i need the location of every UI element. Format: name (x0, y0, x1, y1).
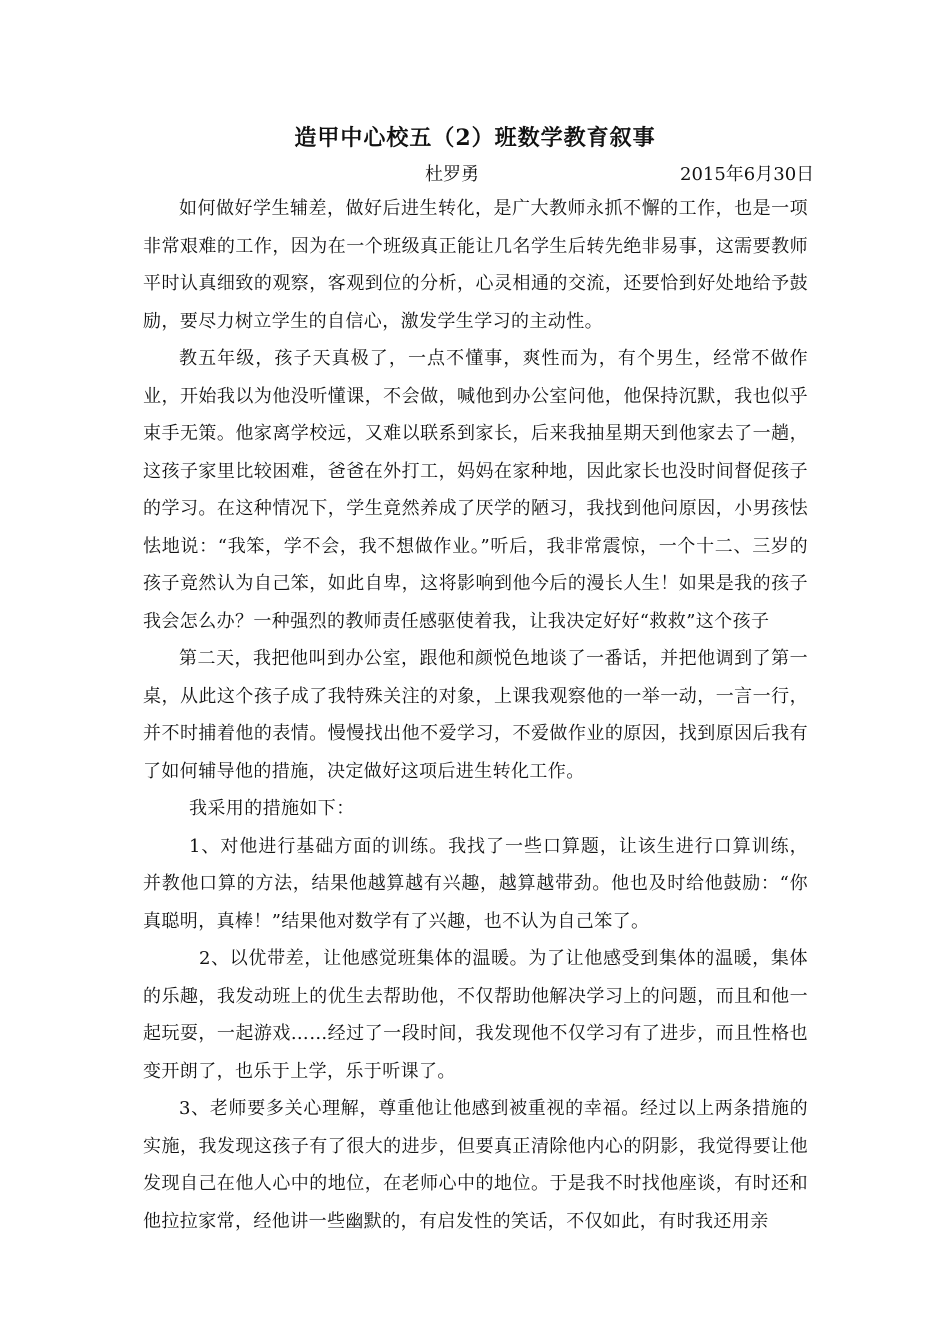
paragraph-measure-2: 2、以优带差，让他感觉班集体的温暖。为了让他感受到集体的温暖，集体的乐趣，我发动班上的优生去帮助他，不仅帮助他解决学习上的问题，而且和他一起玩耍，一起游戏……经过了一段时间，我发现他不仅学习有了进步，而且性格也变开朗了，也乐于上学，乐于听课了。 (143, 948, 808, 1082)
document-body (143, 190, 808, 1240)
paragraph-next-day: 第二天，我把他叫到办公室，跟他和颜悦色地谈了一番话，并把他调到了第一桌，从此这个孩子成了我特殊关注的对象，上课我观察他的一举一动，一言一行，并不时捕着他的表情。慢慢找出他不爱学习，不爱做作业的原因，找到原因后我有了如何辅导他的措施，决定做好这项后进生转化工作。 (143, 648, 808, 782)
paragraph-measure-1: 1、对他进行基础方面的训练。我找了一些口算题，让该生进行口算训练，并教他口算的方法，结果他越算越有兴趣，越算越带劲。他也及时给他鼓励：“你真聪明，真棒！”结果他对数学有了兴趣，也不认为自己笨了。 (143, 835, 808, 932)
paragraph-intro: 如何做好学生辅差，做好后进生转化，是广大教师永抓不懈的工作，也是一项非常艰难的工作，因为在一个班级真正能让几名学生后转先绝非易事，这需要教师平时认真细致的观察，客观到位的分析，心灵相通的交流，还要恰到好处地给予鼓励，要尽力树立学生的自信心，激发学生学习的主动性。 (143, 198, 808, 332)
author-name: 杜罗勇 (425, 164, 479, 185)
paragraph-measures-heading: 我采用的措施如下： (189, 798, 355, 819)
document-date: 2015年6月30日 (680, 164, 815, 185)
paragraph-story: 教五年级，孩子天真极了，一点不懂事，爽性而为，有个男生，经常不做作业，开始我以为他没听懂课，不会做，喊他到办公室问他，他保持沉默，我也似乎束手无策。他家离学校远，又难以联系到家长，后来我抽星期天到他家去了一趟，这孩子家里比较困难，爸爸在外打工，妈妈在家种地，因此家长也没时间督促孩子的学习。在这种情况下，学生竟然养成了厌学的陋习，我找到他问原因，小男孩怯怯地说：“我笨，学不会，我不想做作业。”听后，我非常震惊，一个十二、三岁的孩子竟然认为自己笨，如此自卑，这将影响到他今后的漫长人生！如果是我的孩子我会怎么办？一种强烈的教师责任感驱使着我，让我决定好好“救救”这个孩子 (143, 348, 808, 632)
document-title: 造甲中心校五（2）班数学教育叙事 (294, 125, 656, 151)
paragraph-measure-3: 3、老师要多关心理解，尊重他让他感到被重视的幸福。经过以上两条措施的实施，我发现这孩子有了很大的进步，但要真正清除他内心的阴影，我觉得要让他发现自己在他人心中的地位，在老师心中的地位。于是我不时找他座谈，有时还和他拉拉家常，经他讲一些幽默的，有启发性的笑话，不仅如此，有时我还用亲 (143, 1098, 808, 1232)
